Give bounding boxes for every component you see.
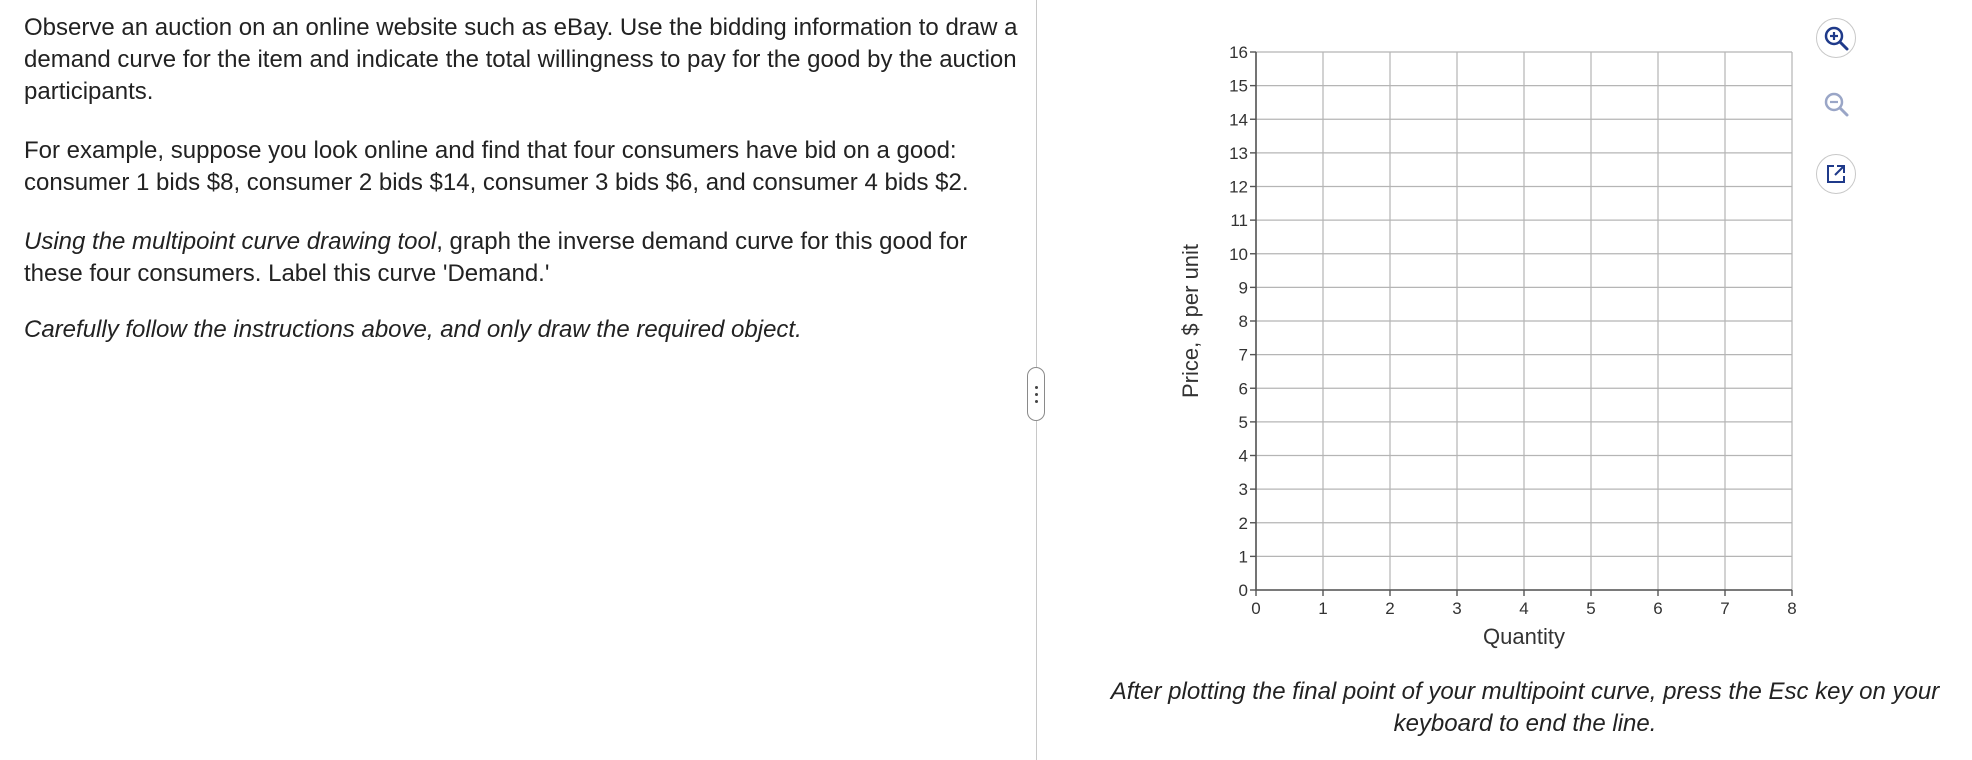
- x-tick-label: 5: [1586, 599, 1596, 618]
- zoom-out-icon: [1822, 90, 1850, 118]
- zoom-in-button[interactable]: [1816, 18, 1856, 58]
- y-axis-label: Price, $ per unit: [1178, 243, 1203, 399]
- y-tick-label: 13: [1229, 143, 1248, 163]
- y-tick-label: 15: [1229, 76, 1248, 96]
- y-tick-label: 6: [1238, 379, 1248, 399]
- zoom-in-icon: [1822, 24, 1850, 52]
- y-tick-label: 12: [1229, 177, 1248, 197]
- y-tick-label: 4: [1238, 446, 1248, 466]
- y-axis-ticks: [1229, 43, 1256, 600]
- x-tick-label: 2: [1385, 599, 1395, 618]
- x-tick-label: 8: [1787, 599, 1797, 618]
- question-text: [24, 12, 1024, 373]
- y-tick-label: 9: [1238, 278, 1248, 298]
- y-tick-label: 2: [1238, 513, 1248, 533]
- y-tick-label: 3: [1238, 480, 1248, 500]
- y-tick-label: 14: [1229, 110, 1248, 130]
- question-paragraph-1: Observe an auction on an online website such as eBay. Use the bidding information to draw a demand curve for the item and indicate the total willingness to pay for the good by the auction participants.: [24, 14, 1018, 105]
- x-tick-label: 1: [1318, 599, 1328, 618]
- y-tick-label: 7: [1238, 345, 1248, 365]
- x-tick-label: 4: [1519, 599, 1529, 618]
- panel-resize-handle[interactable]: [1027, 367, 1045, 421]
- y-tick-label: 5: [1238, 412, 1248, 432]
- tool-name: Using the multipoint curve drawing tool: [24, 228, 437, 255]
- y-tick-label: 8: [1238, 312, 1248, 331]
- y-tick-label: 1: [1238, 547, 1248, 567]
- y-tick-label: 16: [1229, 43, 1248, 62]
- x-tick-label: 3: [1452, 599, 1462, 618]
- expand-icon: [1825, 163, 1847, 185]
- question-paragraph-3-rest: , graph the inverse demand curve for this good for these four consumers. Label this curve 'Demand.': [24, 228, 968, 287]
- warning-text: Carefully follow the instructions above, and only draw the required object.: [24, 316, 802, 343]
- question-paragraph-2: For example, suppose you look online and find that four consumers have bid on a good: consumer 1 bids $8, consumer 2 bids $14, consumer 3 bids $6, and consumer 4 bids $2.: [24, 137, 969, 196]
- grid: [1256, 52, 1792, 590]
- x-axis-label: Quantity: [1483, 624, 1565, 649]
- question-paragraph-4: [24, 314, 1024, 346]
- x-axis-ticks: [1251, 590, 1796, 618]
- question-paragraph-3: [24, 226, 1024, 290]
- y-tick-label: 11: [1230, 211, 1248, 231]
- y-tick-label: 10: [1229, 244, 1248, 264]
- y-tick-label: 0: [1238, 581, 1248, 600]
- x-tick-label: 7: [1720, 599, 1730, 618]
- expand-button[interactable]: [1816, 154, 1856, 194]
- instructions-text: After plotting the final point of your multipoint curve, press the Esc key on your keyboard to end the line.: [1110, 678, 1940, 737]
- zoom-out-button[interactable]: [1816, 84, 1856, 124]
- x-tick-label: 6: [1653, 599, 1663, 618]
- x-tick-label: 0: [1251, 599, 1261, 618]
- graph-canvas[interactable]: [1150, 30, 1810, 650]
